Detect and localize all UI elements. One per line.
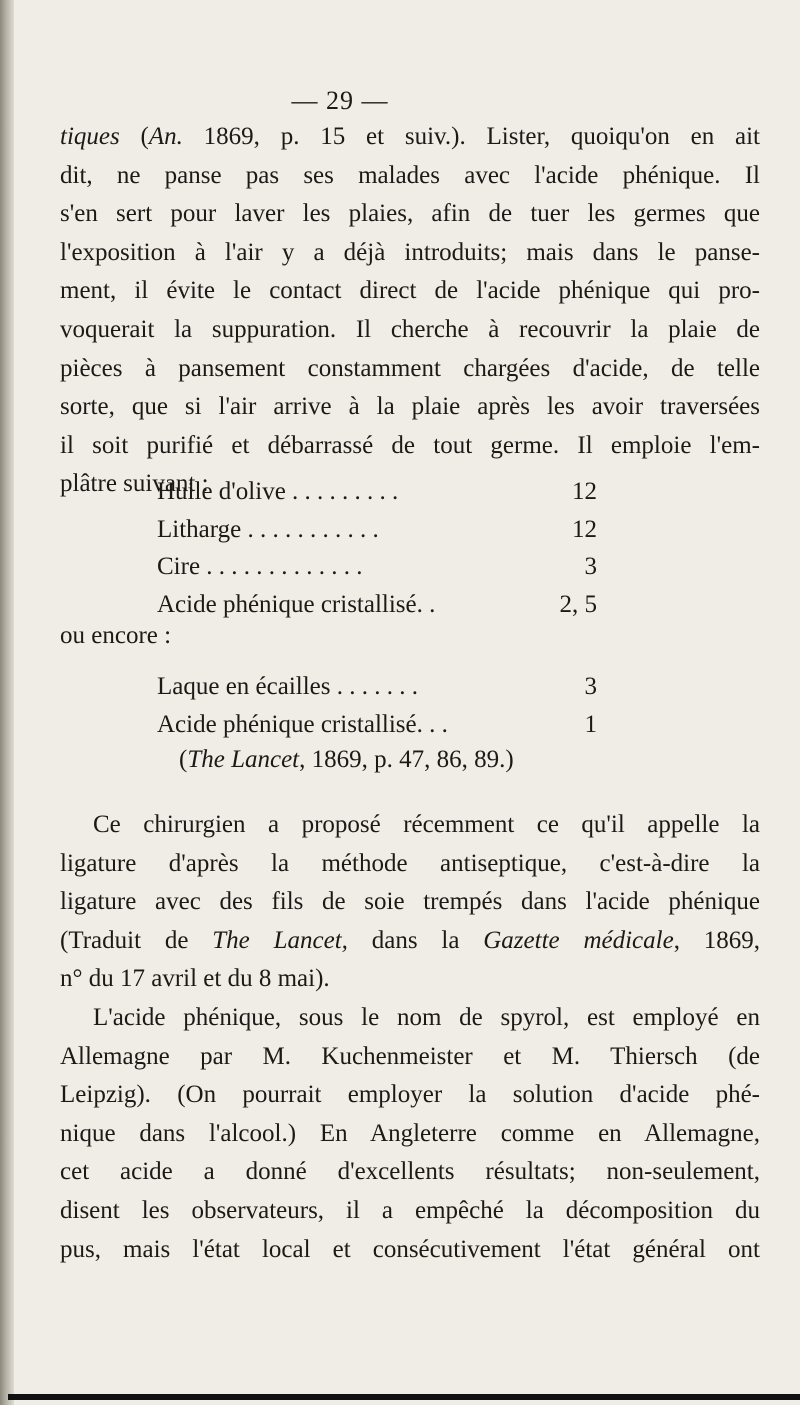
page-gutter-shadow bbox=[0, 0, 14, 1405]
text-line: Allemagne par M. Kuchenmeister et M. Thiersch (de bbox=[60, 1042, 760, 1070]
ingredient-quantity: 12 bbox=[572, 478, 597, 505]
ingredient-name: Litharge . . . . . . . . . . . bbox=[157, 515, 379, 543]
text-line: ligature d'après la méthode antiseptique, c'est-à-dire la bbox=[60, 849, 760, 877]
ingredient-name: Cire . . . . . . . . . . . . . bbox=[157, 553, 363, 580]
recipe-row bbox=[157, 511, 597, 549]
text-line: ligature avec des fils de soie trempés dans l'acide phénique bbox=[60, 888, 760, 916]
text-line: pus, mais l'état local et consécutivement l'état général ont bbox=[60, 1235, 760, 1263]
text-line: pièces à pansement constamment chargées d'acide, de telle bbox=[60, 354, 760, 382]
ingredient-name: Huile d'olive . . . . . . . . . bbox=[157, 478, 399, 505]
citation-title: The Lancet bbox=[187, 746, 300, 773]
text-line: cet acide a donné d'excellents résultats; non-seulement, bbox=[60, 1158, 760, 1186]
recipe-row bbox=[157, 548, 597, 586]
page-number: — 29 — bbox=[291, 86, 389, 115]
text-line: disent les observateurs, il a empêché la décomposition du bbox=[60, 1196, 760, 1224]
paragraph-2 bbox=[60, 806, 760, 999]
citation: (The Lancet, 1869, p. 47, 86, 89.) bbox=[179, 746, 514, 773]
ingredient-quantity: 1 bbox=[584, 710, 597, 738]
paragraph-3 bbox=[60, 999, 760, 1269]
text-line: l'exposition à l'air y a déjà introduits; mais dans le panse- bbox=[60, 238, 760, 266]
ingredient-name: Laque en écailles . . . . . . . bbox=[157, 673, 419, 700]
text-line: tiques (An. 1869, p. 15 et suiv.). Lister, quoiqu'on en ait bbox=[60, 123, 760, 150]
recipe-row bbox=[157, 586, 597, 624]
text-line: Leipzig). (On pourrait employer la solution d'acide phé- bbox=[60, 1081, 760, 1109]
citation-details: , 1869, p. 47, 86, 89.) bbox=[299, 746, 514, 773]
text-line: voquerait la suppuration. Il cherche à recouvrir la plaie de bbox=[60, 315, 760, 343]
recipe-list-1 bbox=[157, 473, 597, 623]
text-line: ment, il évite le contact direct de l'acide phénique qui pro- bbox=[60, 277, 760, 305]
ingredient-quantity: 3 bbox=[584, 553, 597, 580]
text-line: il soit purifié et débarrassé de tout germe. Il emploie l'em- bbox=[60, 431, 760, 459]
ingredient-name: Acide phénique cristallisé. . . bbox=[157, 710, 448, 738]
recipe-row bbox=[157, 473, 597, 511]
text-line: n° du 17 avril et du 8 mai). bbox=[60, 965, 330, 993]
text-line: sorte, que si l'air arrive à la plaie après les avoir traversées bbox=[60, 393, 760, 421]
ingredient-quantity: 2, 5 bbox=[559, 590, 597, 618]
text-line: dit, ne panse pas ses malades avec l'acide phénique. Il bbox=[60, 161, 760, 189]
text-line: (Traduit de The Lancet, dans la Gazette médicale, 1869, bbox=[60, 926, 760, 954]
text-line: Ce chirurgien a proposé récemment ce qu'il appelle la bbox=[93, 811, 760, 838]
paragraph-1 bbox=[60, 118, 760, 504]
ingredient-quantity: 3 bbox=[584, 673, 597, 700]
text-line: L'acide phénique, sous le nom de spyrol, est employé en bbox=[93, 1004, 760, 1031]
text-line: nique dans l'alcool.) En Angleterre comme en Allemagne, bbox=[60, 1119, 760, 1147]
recipe-row bbox=[157, 706, 597, 744]
recipe-list-2 bbox=[157, 668, 597, 743]
recipe-row bbox=[157, 668, 597, 706]
text-line: plâtre suivant : bbox=[60, 470, 209, 498]
ingredient-quantity: 12 bbox=[572, 515, 597, 543]
ou-encore-label: ou encore : bbox=[60, 622, 172, 649]
ingredient-name: Acide phénique cristallisé. . bbox=[157, 590, 436, 618]
bottom-rule bbox=[8, 1394, 800, 1400]
text-line: s'en sert pour laver les plaies, afin de tuer les germes que bbox=[60, 200, 760, 228]
